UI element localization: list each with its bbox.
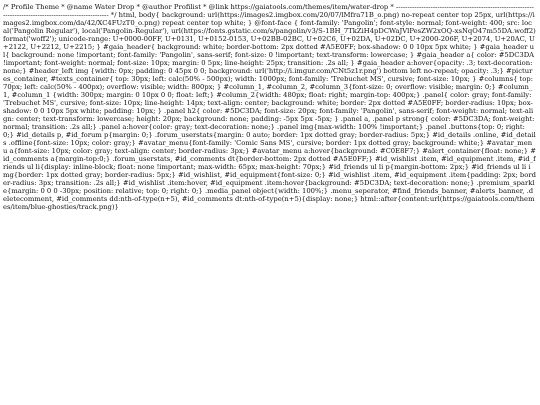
css-theme-source-text: /* Profile Theme * @name Water Drop * @author Profilist * @link https://gaiatools.com/themes/item/water-drop * ---------------------------------------------------------------------------------------------------------- */ html, body{ background: url(https://images2.imgbox.com/20/07/lMfra71B_o.png) no-repeat center top 25px, url(https://images2.imgbox.com/da/42/XC4FUzT0_o.png) repeat center top white; } @font-face { font-family: 'Pangolin'; font-style: normal; font-weight: 400; src: local('Pangolin Regular'), local('Pangolin-Regular'), url(https://fonts.gstatic.com/s/pangolin/v3/S-1BH_7TkZiH4pDCWaJVlPesZW2xOQ-xsNqO47m55DA.woff2) format('woff2'); unicode-range: U+0000-00FF, U+0131, U+0152-0153, U+02BB-02BC, U+02C6, U+02DA, U+02DC, U+2000-206F, U+2074, U+20AC, U+2122, U+2212, U+2215; } #gaia_header{ background: white; border-bottom: 2px dotted #A5E0FF; box-shadow: 0 0 10px 5px white; } #gaia_header ul{ background: none !important; font-family: 'Pangolin', sans-serif; font-size: 0 !important; text-transform: lowercase; } #gaia_header a{ color: #5DC3DA !important; font-weight: normal; font-size: 10px; margin: 0 5px; line-height: 25px; transition: .2s all; } #gaia_header a:hover{opacity: .3; text-decoration: none;} #header_left img {width: 0px; padding: 0 45px 0 0; background: url('http://i.imgur.com/CNt5z1r.png') bottom left no-repeat; opacity: .3;} #pictures_container, #texts_container{ top: 30px; left: calc(50% - 500px); width: 1000px; font-family: 'Trebuchet MS', cursive; font-size: 10px; } #columns{ top: 70px; left: calc(50% - 400px); overflow: visible; width: 800px; } #column_1, #column_2, #column_3{font-size: 0; overflow: visible; margin: 0;} #column_1, #column_1 {width: 300px; margin: 0 10px 0 0; float: left;} #column_2{width: 480px; float: right; margin-top: 400px;} .panel{ color: gray; font-family: 'Trebuchet MS', cursive; font-size: 10px; line-height: 14px; text-align: center; background: white; border: 2px dotted #A5E0FF; border-radius: 10px; box-shadow: 0 0 10px 5px white; padding: 10px; } .panel h2{ color: #5DC3DA; font-size: 20px; font-family: 'Pangolin', sans-serif; font-weight: normal; text-align: center; text-transform: lowercase; height: 20px; background: none; padding: -5px 5px -5px; } .panel a, .panel p strong{ color: #5DC3DA; font-weight: normal; transition: .2s all;} .panel a:hover{color: gray; text-decoration: none;} .panel img{max-width: 100% !important;} .panel .buttons{top: 0; right: 0;} #id_details p, #id_forum p{margin: 0;} .forum_userstats{margin: 0 auto; border: 1px dotted gray; border-radius: 5px;} #id_details .online, #id_details .offline{font-size: 10px; color: gray;} #avatar_menu{font-family: 'Comic Sans MS', cursive; border: 1px dotted gray; background: white;} #avatar_menu a{font-size: 10px; color: gray; text-align: center; border-radius: 3px;} #avatar_menu a:hover{background: #C0E8F7;} #alert_container{float: none;} #id_comments a{margin-top:0;} .forum_userstats, #id_comments dt{border-bottom: 2px dotted #A5E0FF;} #id_wishlist .item, #id_equipment .item, #id_friends ul li{display: inline-block; float: none !important; max-width: 65px; max-height: 70px;} #id_friends ul li p{margin-bottom: 2px;} #id_friends ul li img{border: 1px dotted gray; border-radius: 5px;} #id_wishlist, #id_equipment{font-size: 0;} #id_wishlist .item, #id_equipment .item{padding: 2px; border-radius: 3px; transition: .2s all;} #id_wishlist .item:hover, #id_equipment .item:hover{background: #5DC3DA; text-decoration: none;} .premium_sparkle{margin: 0 0 0 -30px; position: relative; top: 0; right: 0;} .media_panel object{width: 100%;} .menu_seperator, #find_friends_banner, #alerts_banner, .deletecomment, #id_comments dd:nth-of-type(n+5), #id_comments dt:nth-of-type(n+5){display: none;} html::after{content:url(https://gaiatools.com/themes/item/blue-ghosties/track.png)} xyxy=(3,3,536,211)
